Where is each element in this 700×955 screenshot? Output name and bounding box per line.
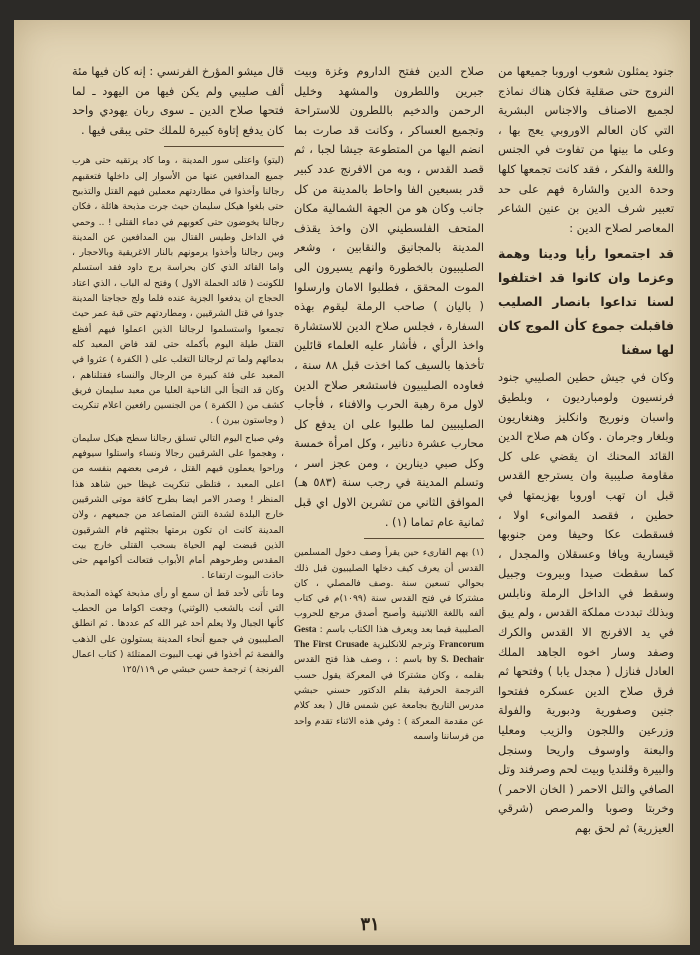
footnote-divider: [164, 146, 284, 147]
paragraph: قال ميشو المؤرخ الفرنسي : إنه كان فيها مئة ألف صليبي ولم يكن فيها من اليهود ـ لما فتحها صلاح الدين ـ سوى ربان يهودي واحد كان يدفع إتاوة كبيرة للملك حتى يبقى فيها .: [72, 64, 284, 137]
document-page: [14, 20, 690, 945]
footnote: [72, 153, 284, 677]
page-number: ٣١: [360, 914, 380, 935]
footnote-text: (ليتو) واعتلى سور المدينة ، وما كاد يرتقيه حتى هرب جميع المدافعين عنها من الأسوار إلى داخلها فتعقبهم رجالنا وأخذوا في مطاردتهم معملين فيهم القتل والتذبيح حتى بلغوا هيكل سليمان حيث جرت مذبحة هائلة ، فكان رجالنا يخوضون حتى كعوبهم في دماء القتلى ! .. وحمي في الداخل وطيس القتال بين المدافعين عن المدينة وبين رجالنا وأخذوا يرمونهم بالنار الاغريقية وبالاحجار ، واما القائد الذي كان بحراسة برج داود فقد استسلم للكونت ( قائد الحملة الاول ) وفتح له الباب ، الذي اعتاد الحجاج ان يدفعوا الجزية عنده فلما ولج حجاجنا المدينة جدوا في قتل الشرقيين ، ومطاردتهم حتى قبة عمر حيث تجمعوا واستسلموا لرجالنا الذين اعملوا فيهم أفظع القتل طيلة اليوم بأكمله حتى لقد فاض المعبد كله بدمائهم ولما تم لرجالنا التغلب على ( الكفرة ) عثروا في المعبد على فئة كبيرة من الرجال والنساء فقتلناهم ، وكان قد التجأ الى الناحية العليا من معبد سليمان فريق كشف من ( الكفرة ) من الجنسين رافعين اعلام تنكريت ( وجاستون بيرن ) .: [72, 155, 284, 427]
paragraph: صلاح الدين ففتح الداروم وغزة وبيت جبرين واللطرون والمشهد وخليل الرحمن والدخيم باللطرون للاستراحة وتجميع العساكر ، وكانت قد صارت بما انضم اليها من المتطوعة جيشا لجبا ، ثم قصد القدس ، وبه من الافرنج عدد كبير قدر بسبعين الفا واحاط بالمدينة من كل جانب وكان هو من الجهة الشمالية مكان المتحف الفلسطيني الان واخذ يقذف المدينة بالمجانيق والنقابين ، وشعر الصليبيون بالخطورة وانهم يسيرون الى الموت المحقق ، فطلبوا الامان وارسلوا ( باليان ) صاحب الرملة ليقوم بهذه السفارة ، فجلس صلاح الدين للاستشارة واخذ الرأي ، فأشار عليه العلماء قائلين تأخذها بالسيف كما اخذت قبل ٨٨ سنة ، فعاوده الصليبيون فاستشعر صلاح الدين لاول مرة رهبة الحرب والافناء ، فأجاب الصليبيين لما طلبوا على ان يدفع كل محارب عشرة دنانير ، وكل امرأة خمسة وكل صبي دينارين ، ومن عجز اسر ، وتسلم المدينة في رجب سنة (٥٨٣ هـ) الموافق الثاني من تشرين الاول اي قبل ثمانية عام تماما (١) .: [294, 64, 484, 529]
latin-title: The First Crusade by S. Dechair: [294, 639, 484, 665]
footnote-text: (١) يهم القارىء حين يقرأ وصف دخول المسلمين القدس أن يعرف كيف دخلها الصليبيون قبل ذلك بحوالي تسعين سنة .وصف فالمصلي ، كان مشتركا في فتح القدس سنة (١٠٩٩)م في كتاب ألفه باللغة اللاتينية وأصبح أصدق مرجع للحروب الصليبية فيما بعد ويعرف هذا الكتاب باسم :: [294, 547, 484, 635]
footnote-text: باسم : ، وصف هذا فتح القدس بقلمه ، وكان مشتركا في المعركة يقول حسب الترجمة الحرفية بقلم الدكتور حسني حبشي مدرس التاريخ بجامعة عين شمس قال ( بعد كلام عن مقدمة المعركة ) :: [294, 654, 484, 727]
paragraph: جنود يمثلون شعوب اوروبا جميعها من النروج حتى صقلية فكان هناك نماذج لجميع الاصناف والاجناس البشرية التي كان العالم الاوروبي يعج بها ، وعلى ما بينها من تفاوت في الجنس واللغة والفكر ، فقد كانت تجمعها كلها وحدة الدين والشارة فهم على حد تعبير شرف الدين بن عنين الشاعر المعاصر لصلاح الدين :: [498, 64, 674, 235]
footnote-divider: [364, 538, 484, 539]
latin-title: Gesta Francorum: [294, 623, 484, 650]
footnote-text: وفي هذه الاثناء تقدم واحد من فرساننا واسمه: [294, 715, 484, 742]
column-left: [72, 62, 284, 930]
footnote: [294, 545, 484, 744]
column-middle: [294, 62, 484, 930]
footnote-text: وفي صباح اليوم التالي تسلق رجالنا سطح هيكل سليمان ، وهجموا على الشرقيين رجالا ونساء واستلوا سيوفهم وراحوا يعملون فيهم القتل ، فرمى بعضهم بنفسه من اعلى المعبد ، فتلظى تنكريت غيظا حين شاهد هذا المنظر ! وصدر الامر ايضا بطرح كافة موتى الشرقيين خارج البلدة لشدة النتن المتصاعد من جميعهم ، ولان المدينة كانت ان تكون برمتها بجثثهم فام الشرقيون الذين قبضت لهم الحياة بسحب القتلى خارج بيت المقدس وطرحوهم أمام الأبواب فتعالت أكوامهم حتى حاذت البيوت ارتفاعا .: [72, 432, 284, 582]
poem-verse: قد اجتمعوا رأيا ودينا وهمة وعزما وان كانوا قد اختلفوا لسنا تداعوا بانصار الصليب فاقبلت جموع كأن الموج كان لها سفنا: [498, 246, 674, 358]
column-right: [498, 62, 674, 930]
footnote-text: وترجم للانكليزية: [372, 639, 435, 651]
paragraph: وكان في جيش حطين الصليبي جنود فرنسيون ولومبارديون ، وبلطيق واسبان ونوريج وانكليز وهنغاريون وبلغار وجرمان . وكان هم صلاح الدين القائد المحنك ان يقضي على كل مقاومة صليبية وان يسترجع القدس قبل ان تهب اوروبا بهزيمتها في حطين ، فقصد الموانىء اولا ، فسقطت عكا وحيفا ومن جنوبها قيسارية ويافا وعسقلان والمجدل ، كما سقطت صيدا وبيروت وجبيل وسقط في الداخل الرملة ونابلس وبذلك تبددت مملكة القدس ، ولم يبق في يد الافرنج الا القدس والكرك وصفد وسار اخوه الجاهد الملك العادل فنازل ( مجدل يابا ) وفتحها ثم فرق صلاح الدين عسكره ففتحوا جنين وصفورية ودبورية والفولة وزرعين واللجون والزيب ومعليا والبعنة واوسوف واريحا وسنجل والبيرة وقلنديا وبيت لحم وصرفند وتل الصافي والتل الاحمر ( الخان الاحمر ) وخربتا وصوبا والمرصص (شرقي العيزرية) ثم لحق بهم: [498, 370, 674, 835]
footnote-text: وما تأتى لأحد قط أن سمع أو رأى مذبحة كهذه المذبحة التي أنت بالشعب (الوثني) وجعت اكواما من الحطب كأنها الجبال ولا يعلم أحد غير الله كم عددها . ثم انطلق الصليبيون في جميع أنحاء المدينة يستولون على الذهب والفضة ثم أخذوا في نهب البيوت الممتلئة ( كتاب اعمال الفرنجة ) ترجمة حسن حبشي ص ١٢٥/١١٩: [72, 587, 284, 676]
